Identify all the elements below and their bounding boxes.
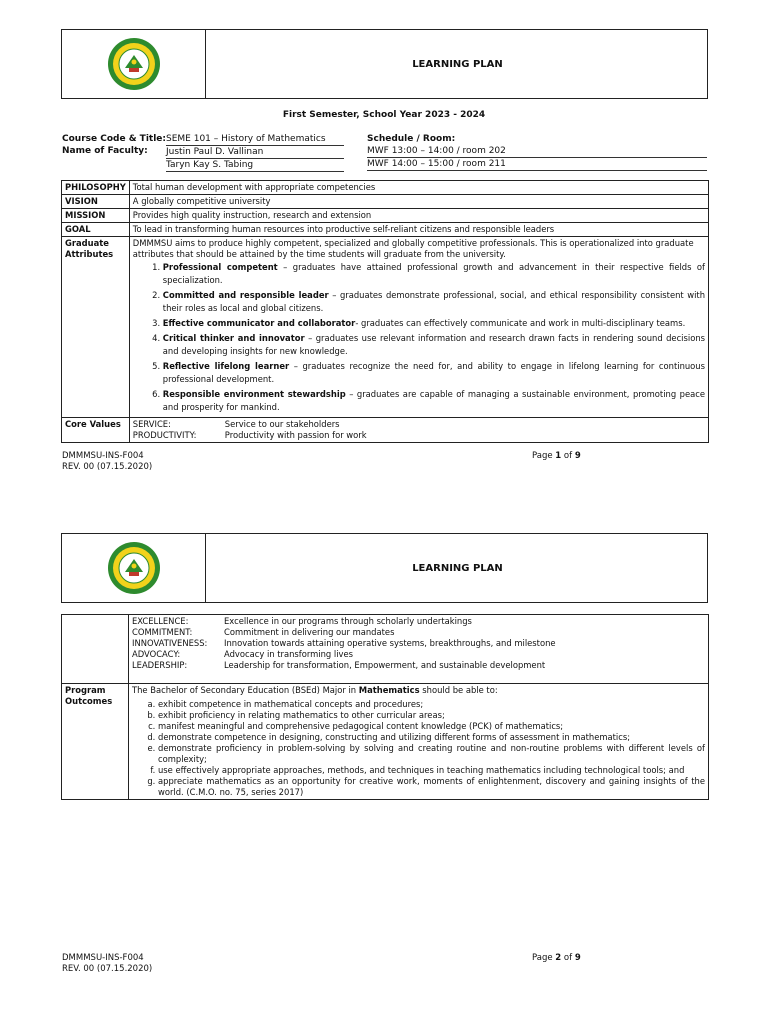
list-item: 4. Critical thinker and innovator – graduates use relevant information and research drawn facts in rendering sound decisions and developing insights for new knowledge.: [163, 332, 705, 358]
core-value-item: SERVICE: Service to our stakeholders: [132, 419, 340, 429]
list-item: g. appreciate mathematics as an opportunity for creative work, moments of enlightenment, discovery and gaining insights of the world. (C.M.O. no. 75, series 2017): [158, 776, 705, 798]
institution-table: [61, 180, 709, 443]
list-item: b. exhibit proficiency in relating mathematics to other curricular areas;: [158, 710, 705, 721]
core-value-item: INNOVATIVENESS: Innovation towards attaining operative systems, breakthroughs, and milestone: [132, 638, 556, 648]
core-value-item: LEADERSHIP: Leadership for transformation, Empowerment, and sustainable development: [132, 660, 546, 670]
schedule-2: MWF 14:00 – 15:00 / room 211: [367, 158, 707, 171]
core-values-row: Core Values SERVICE: Service to our stakeholders PRODUCTIVITY: Productivity with passion for work: [62, 418, 709, 443]
core-value-item: ADVOCACY: Advocacy in transforming lives: [132, 649, 354, 659]
continuation-table: [61, 614, 709, 800]
outcomes-list: [132, 699, 705, 798]
program-outcomes-row: Program Outcomes The Bachelor of Secondary Education (BSEd) Major in Mathematics should be able to: a. exhibit competence in mathematical concepts and procedures; b. exhibit proficiency in relating mathematics to other curricular areas; c. manifest meaningful and comprehensive pedagogical content knowledge (PCK) of mathematics; d. demonstrate competence in designing, constructing and utilizing different forms of assessment in mathematics; e. demonstrate proficiency in problem-solving by solving and creating routine and non-routine problems with different levels of complexity; f. use effectively appropriate approaches, methods, and techniques in teaching mathematics including technological tools; and g. appreciate mathematics as an opportunity for creative work, moments of enlightenment, discovery and gaining insights of the world. (C.M.O. no. 75, series 2017): [62, 684, 709, 800]
list-item: 5. Reflective lifelong learner – graduates recognize the need for, and ability to engage in lifelong learning for continuous professional development.: [163, 360, 705, 386]
core-value-item: COMMITMENT: Commitment in delivering our mandates: [132, 627, 395, 637]
graduate-attributes-row: Graduate Attributes DMMMSU aims to produce highly competent, specialized and globally competitive professionals. This is operationalized into graduate attributes that should be attained by the time students will graduate from the university. 1. Professional competent – graduates have attained professional growth and advancement in their respective fields of specialization. 2. Committed and responsible leader – graduates demonstrate professional, social, and ethical responsibility consistent with their roles as local and global citizens. 3. Effective communicator and collaborator- graduates can effectively communicate and work in multi-disciplinary teams. 4. Critical thinker and innovator – graduates use relevant information and research drawn facts in rendering sound decisions and developing insights for new knowledge. 5. Reflective lifelong learner – graduates recognize the need for, and ability to engage in lifelong learning for continuous professional development. 6. Responsible environment stewardship – graduates are capable of managing a sustainable environment, promoting peace and prosperity for mankind.: [62, 237, 709, 418]
logo-cell: [62, 534, 206, 602]
faculty-name-2: Taryn Kay S. Tabing: [166, 159, 344, 172]
faculty-name-1: Justin Paul D. Vallinan: [166, 146, 344, 159]
attributes-list: [133, 261, 705, 414]
logo-cell: [62, 30, 206, 98]
document-title: LEARNING PLAN: [412, 58, 503, 70]
table-row: PHILOSOPHY Total human development with appropriate competencies: [62, 181, 709, 195]
header-box: [61, 29, 708, 99]
footer-form-code: DMMMSU-INS-F004 REV. 00 (07.15.2020): [62, 953, 153, 974]
table-row: GOAL To lead in transforming human resources into productive self-reliant citizens and responsible leaders: [62, 223, 709, 237]
university-seal-logo: [107, 541, 161, 595]
schedule-field: Schedule / Room: MWF 13:00 – 14:00 / room 202 MWF 14:00 – 15:00 / room 211: [367, 133, 707, 171]
course-field: SEME 101 – History of Mathematics Justin Paul D. Vallinan Taryn Kay S. Tabing: [166, 133, 344, 172]
list-item: c. manifest meaningful and comprehensive pedagogical content knowledge (PCK) of mathematics;: [158, 721, 705, 732]
table-row: VISION A globally competitive university: [62, 195, 709, 209]
list-item: 3. Effective communicator and collaborator- graduates can effectively communicate and work in multi-disciplinary teams.: [163, 317, 705, 330]
schedule-1: MWF 13:00 – 14:00 / room 202: [367, 145, 707, 158]
course-label: Course Code & Title:: [62, 134, 166, 144]
core-value-item: EXCELLENCE: Excellence in our programs through scholarly undertakings: [132, 616, 472, 626]
university-seal-logo: [107, 37, 161, 91]
page-2: [0, 512, 768, 1024]
page-number: Page 2 of 9: [532, 953, 581, 963]
core-values-row: [62, 615, 709, 684]
core-value-item: PRODUCTIVITY: Productivity with passion for work: [132, 430, 367, 440]
po-intro: The Bachelor of Secondary Education (BSEd) Major in Mathematics should be able to:: [132, 685, 498, 695]
header-box: [61, 533, 708, 603]
list-item: e. demonstrate proficiency in problem-solving by solving and creating routine and non-routine problems with different levels of complexity;: [158, 743, 705, 765]
document-title: LEARNING PLAN: [412, 562, 503, 574]
faculty-label: Name of Faculty:: [62, 146, 148, 156]
ga-intro: DMMMSU aims to produce highly competent, specialized and globally competitive professionals. This is operationalized into graduate attributes that should be attained by the time students will graduate from the university.: [132, 238, 694, 259]
list-item: 6. Responsible environment stewardship – graduates are capable of managing a sustainable environment, promoting peace and prosperity for mankind.: [163, 388, 705, 414]
list-item: 2. Committed and responsible leader – graduates demonstrate professional, social, and ethical responsibility consistent with their roles as local and global citizens.: [163, 289, 705, 315]
list-item: a. exhibit competence in mathematical concepts and procedures;: [158, 699, 705, 710]
list-item: f. use effectively appropriate approaches, methods, and techniques in teaching mathematics including technological tools; and: [158, 765, 705, 776]
list-item: d. demonstrate competence in designing, constructing and utilizing different forms of assessment in mathematics;: [158, 732, 705, 743]
page-number: Page 1 of 9: [532, 451, 581, 461]
table-row: MISSION Provides high quality instruction, research and extension: [62, 209, 709, 223]
semester-line: First Semester, School Year 2023 - 2024: [282, 110, 486, 120]
list-item: 1. Professional competent – graduates have attained professional growth and advancement in their respective fields of specialization.: [163, 261, 705, 287]
footer-form-code: DMMMSU-INS-F004 REV. 00 (07.15.2020): [62, 451, 153, 472]
